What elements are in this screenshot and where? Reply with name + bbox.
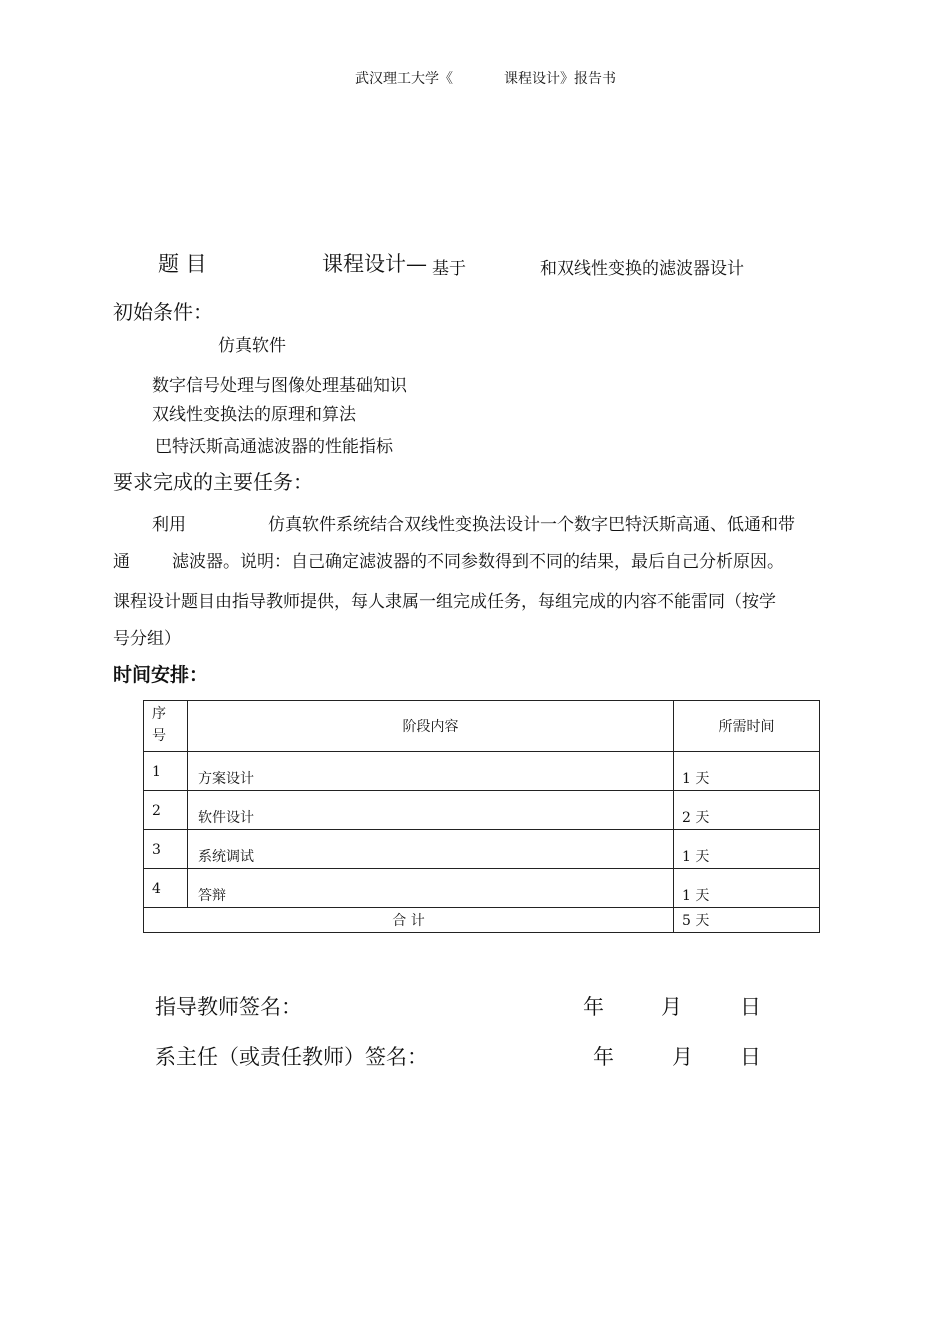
condition-item: 数字信号处理与图像处理基础知识 — [152, 376, 407, 396]
header-right: 课程设计》报告书 — [504, 71, 616, 87]
advisor-day: 日 — [740, 995, 761, 1019]
row-num: 1 — [144, 752, 188, 791]
director-year: 年 — [593, 1045, 614, 1069]
condition-item: 巴特沃斯高通滤波器的性能指标 — [155, 437, 393, 457]
row-num: 4 — [144, 869, 188, 908]
schedule-heading: 时间安排： — [113, 664, 209, 686]
title-label: 题 目 — [158, 252, 207, 276]
director-day: 日 — [740, 1045, 761, 1069]
header-left: 武汉理工大学《 — [355, 71, 453, 87]
task-text: 课程设计题目由指导教师提供，每人隶属一组完成任务，每组完成的内容不能雷同（按学 — [113, 592, 776, 612]
table-row — [144, 752, 820, 791]
table-total-row — [144, 908, 820, 933]
row-time: 1 天 — [674, 830, 820, 869]
column-header-num — [144, 701, 188, 752]
task-text: 通 — [113, 552, 130, 572]
column-header-time: 所需时间 — [674, 701, 820, 752]
table-row — [144, 869, 820, 908]
row-stage: 答辩 — [188, 869, 674, 908]
row-stage: 系统调试 — [188, 830, 674, 869]
initial-conditions-heading: 初始条件： — [113, 300, 213, 324]
condition-item: 仿真软件 — [218, 336, 286, 356]
row-num: 3 — [144, 830, 188, 869]
column-header-stage: 阶段内容 — [188, 701, 674, 752]
task-text: 号分组） — [113, 629, 181, 649]
title-based-on: 基于 — [432, 259, 466, 279]
column-header-num-line1: 序 — [152, 706, 166, 722]
row-time: 1 天 — [674, 869, 820, 908]
advisor-month: 月 — [661, 995, 682, 1019]
tasks-heading: 要求完成的主要任务： — [113, 470, 313, 494]
schedule-table — [143, 700, 820, 933]
column-header-num-line2: 号 — [152, 728, 166, 744]
table-header-row — [144, 701, 820, 752]
director-month: 月 — [672, 1045, 693, 1069]
row-time: 1 天 — [674, 752, 820, 791]
task-text: 利用 — [152, 515, 186, 535]
task-text: 滤波器。说明：自己确定滤波器的不同参数得到不同的结果，最后自己分析原因。 — [172, 552, 784, 572]
condition-item: 双线性变换法的原理和算法 — [152, 405, 356, 425]
row-num: 2 — [144, 791, 188, 830]
total-time: 5 天 — [674, 908, 820, 933]
title-prefix: 课程设计— — [322, 252, 427, 276]
table-row — [144, 791, 820, 830]
advisor-year: 年 — [583, 995, 604, 1019]
row-stage: 方案设计 — [188, 752, 674, 791]
total-label: 合 计 — [144, 908, 674, 933]
director-signature-label: 系主任（或责任教师）签名： — [155, 1045, 428, 1069]
title-subject: 和双线性变换的滤波器设计 — [540, 259, 744, 279]
table-row — [144, 830, 820, 869]
advisor-signature-label: 指导教师签名： — [155, 995, 302, 1019]
task-text: 仿真软件系统结合双线性变换法设计一个数字巴特沃斯高通、低通和带 — [268, 515, 795, 535]
row-time: 2 天 — [674, 791, 820, 830]
row-stage: 软件设计 — [188, 791, 674, 830]
